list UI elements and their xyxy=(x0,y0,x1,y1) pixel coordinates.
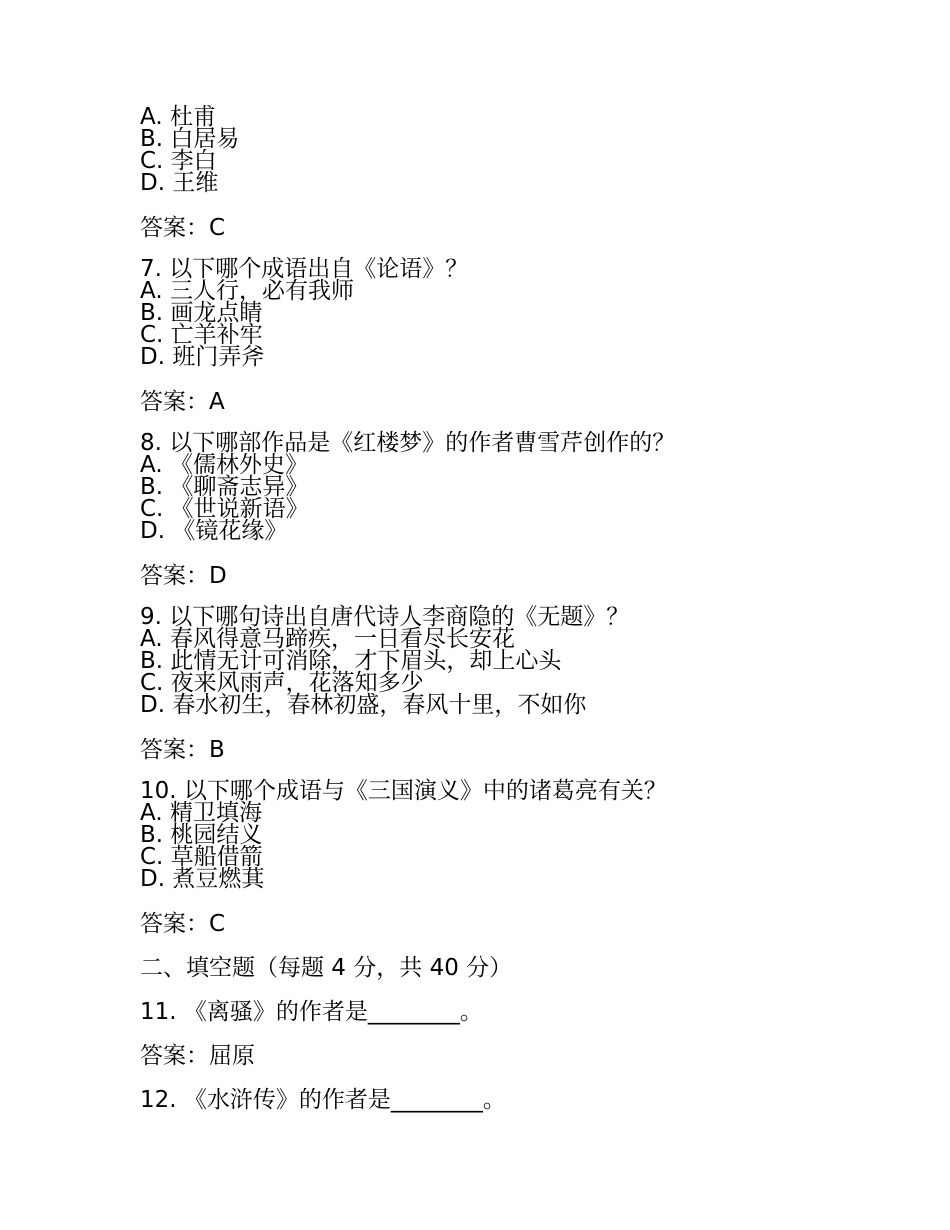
option-c: C. 夜来风雨声，花落知多少 xyxy=(140,670,424,696)
option-b: B. 此情无计可消除，才下眉头，却上心头 xyxy=(140,648,562,674)
question-10-text: 10. 以下哪个成语与《三国演义》中的诸葛亮有关？ xyxy=(140,778,667,804)
question-6-options xyxy=(140,106,840,194)
option-c: C. 李白 xyxy=(140,148,217,174)
option-d: D. 《镜花缘》 xyxy=(140,518,288,544)
question-11-text: 11. 《离骚》的作者是________。 xyxy=(140,999,483,1025)
question-7-text: 7. 以下哪个成语出自《论语》？ xyxy=(140,256,469,282)
question-7-answer: 答案：A xyxy=(140,389,225,415)
option-a: A. 三人行，必有我师 xyxy=(140,278,354,304)
option-b: B. 白居易 xyxy=(140,126,240,152)
option-a: A. 精卫填海 xyxy=(140,800,262,826)
option-b: B. 《聊斋志异》 xyxy=(140,474,309,500)
option-a: A. 杜甫 xyxy=(140,104,216,130)
question-8-text: 8. 以下哪部作品是《红楼梦》的作者曹雪芹创作的？ xyxy=(140,430,676,456)
option-b: B. 画龙点睛 xyxy=(140,300,263,326)
option-d: D. 煮豆燃萁 xyxy=(140,866,265,892)
question-9-answer: 答案：B xyxy=(140,737,225,763)
option-b: B. 桃园结义 xyxy=(140,822,263,848)
option-a: A. 春风得意马蹄疾，一日看尽长安花 xyxy=(140,626,515,652)
question-9-text: 9. 以下哪句诗出自唐代诗人李商隐的《无题》？ xyxy=(140,604,630,630)
question-10-answer: 答案：C xyxy=(140,911,226,937)
option-d: D. 王维 xyxy=(140,170,219,196)
option-c: C. 草船借箭 xyxy=(140,844,263,870)
section-heading: 二、填空题（每题 4 分，共 40 分） xyxy=(140,955,513,981)
option-a: A. 《儒林外史》 xyxy=(140,452,308,478)
option-c: C. 《世说新语》 xyxy=(140,496,309,522)
option-c: C. 亡羊补牢 xyxy=(140,322,263,348)
option-d: D. 春水初生，春林初盛，春风十里，不如你 xyxy=(140,692,587,718)
question-6-answer: 答案：C xyxy=(140,215,226,241)
option-d: D. 班门弄斧 xyxy=(140,344,265,370)
question-11-answer: 答案：屈原 xyxy=(140,1043,255,1069)
question-12-text: 12. 《水浒传》的作者是________。 xyxy=(140,1087,506,1113)
document-content xyxy=(140,106,840,1114)
question-8-answer: 答案：D xyxy=(140,563,227,589)
